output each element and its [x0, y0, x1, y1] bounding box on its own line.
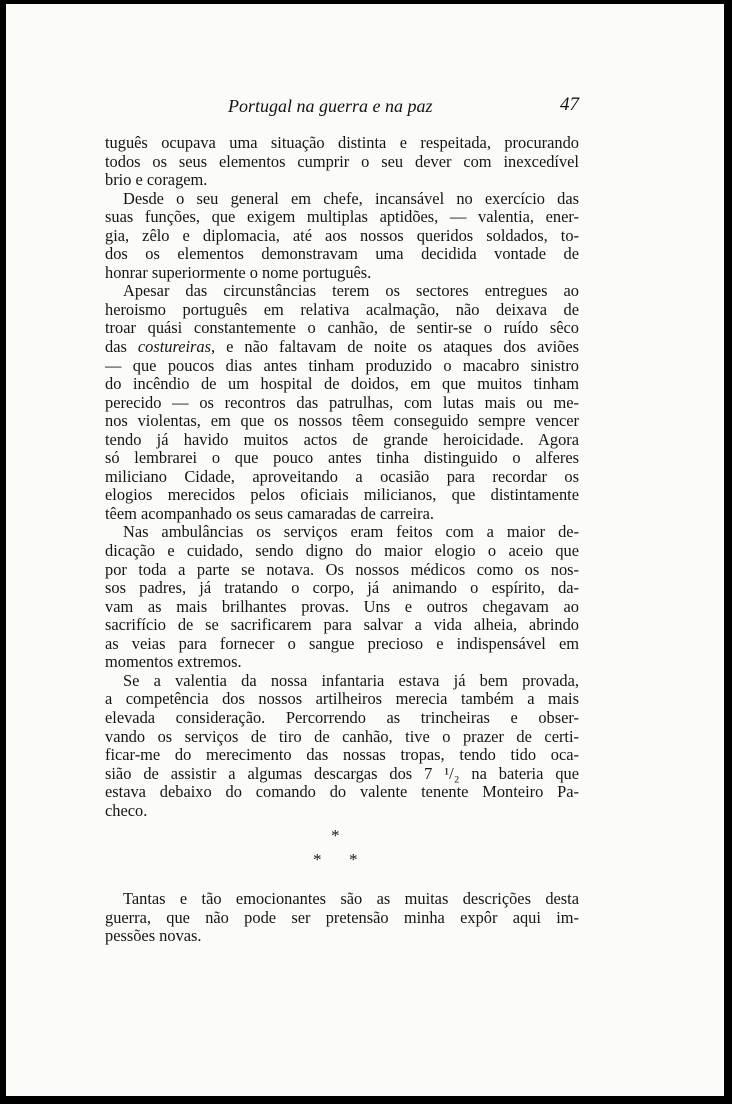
- text-line: heroismo português em relativa acalmação, não deixava de: [105, 299, 579, 319]
- text-line: têem acompanhado os seus camaradas de carreira.: [105, 503, 435, 523]
- book-page: [6, 4, 724, 1096]
- text-line: honrar superiormente o nome português.: [105, 262, 372, 282]
- text-line: só lembrarei o que pouco antes tinha distinguido o alferes: [105, 448, 579, 468]
- running-title: Portugal na guerra e na paz: [228, 96, 433, 116]
- text-line: dicação e cuidado, sendo digno do maior elogio o aceio que: [105, 541, 579, 561]
- text-line: sacrifício de se sacrificarem para salvar a vida alheia, abrindo: [105, 615, 579, 635]
- text-line: as veias para fornecer o sangue precioso e indispensável em: [105, 633, 579, 653]
- text-line: nos violentas, em que os nossos têem conseguido sempre vencer: [105, 411, 579, 431]
- text-line: pessões novas.: [105, 926, 202, 946]
- text-line: momentos extremos.: [105, 652, 242, 672]
- text-line: do incêndio de um hospital de doidos, em que muitos tinham: [105, 374, 579, 394]
- text-line: todos os seus elementos cumprir o seu dever com inexcedível: [105, 151, 579, 171]
- text-line: miliciano Cidade, aproveitando a ocasião para recordar os: [105, 466, 579, 486]
- text-line: Apesar das circunstâncias terem os sectores entregues ao: [123, 281, 579, 301]
- text-line: ficar-me do merecimento das nossas tropas, tendo tido oca-: [105, 745, 579, 765]
- text-line: suas funções, que exigem multiplas aptidões, — valentia, ener-: [105, 207, 579, 227]
- text-line: Se a valentia da nossa infantaria estava já bem provada,: [123, 670, 579, 690]
- text-line: Tantas e tão emocionantes são as muitas descrições desta: [123, 889, 579, 908]
- text-line: sião de assistir a algumas descargas dos 7 ¹/₂ na bateria que: [105, 763, 579, 783]
- asterisk: *: [313, 850, 322, 869]
- text-line-mixed: [105, 338, 579, 357]
- text-line: elogios merecidos pelos oficiais milicianos, que distintamente: [105, 485, 579, 505]
- section-asterism: [6, 828, 724, 868]
- text-line: a competência dos nossos artilheiros merecia também a mais: [105, 689, 579, 709]
- text-segment: das: [105, 337, 127, 357]
- text-line: — que poucos dias antes tinham produzido o macabro sinistro: [105, 355, 579, 375]
- text-line: gia, zêlo e diplomacia, até aos nossos queridos soldados, to-: [105, 225, 579, 245]
- text-line: perecido — os recontros das patrulhas, com lutas mais ou me-: [105, 392, 579, 412]
- text-line: dos os elementos demonstravam uma decidida vontade de: [105, 244, 579, 264]
- page-header: [6, 92, 724, 122]
- text-line: sos padres, já tratando o corpo, já animando o espírito, da-: [105, 578, 579, 598]
- text-line: vando os serviços de tiro de canhão, tive o prazer de certi-: [105, 726, 579, 746]
- asterisk: *: [331, 826, 340, 845]
- body-text: [105, 134, 579, 820]
- italic-term: costureiras,: [137, 337, 216, 357]
- text-line: Nas ambulâncias os serviços eram feitos com a maior de-: [123, 522, 579, 542]
- page-number: 47: [560, 94, 579, 115]
- text-line: vam as mais brilhantes provas. Uns e outros chegavam ao: [105, 596, 579, 616]
- text-line: guerra, que não pode ser pretensão minha expôr aqui im-: [105, 907, 579, 927]
- text-line: checo.: [105, 800, 148, 820]
- text-line: elevada consideração. Percorrendo as trincheiras e obser-: [105, 707, 579, 727]
- asterisk: *: [349, 850, 358, 869]
- text-line: Desde o seu general em chefe, incansável no exercício das: [123, 188, 579, 208]
- closing-paragraph: [105, 890, 579, 946]
- text-line: tuguês ocupava uma situação distinta e respeitada, procurando: [105, 133, 579, 152]
- text-line: por toda a parte se notava. Os nossos médicos como os nos-: [105, 559, 579, 579]
- text-line: brio e coragem.: [105, 170, 208, 190]
- text-line: estava debaixo do comando do valente tenente Monteiro Pa-: [105, 782, 579, 802]
- text-line: tendo já havido muitos actos de grande heroicidade. Agora: [105, 429, 579, 449]
- text-segment: e não faltavam de noite os ataques dos aviões: [226, 337, 579, 357]
- text-line: troar quási constantemente o canhão, de sentir-se o ruído sêco: [105, 318, 579, 338]
